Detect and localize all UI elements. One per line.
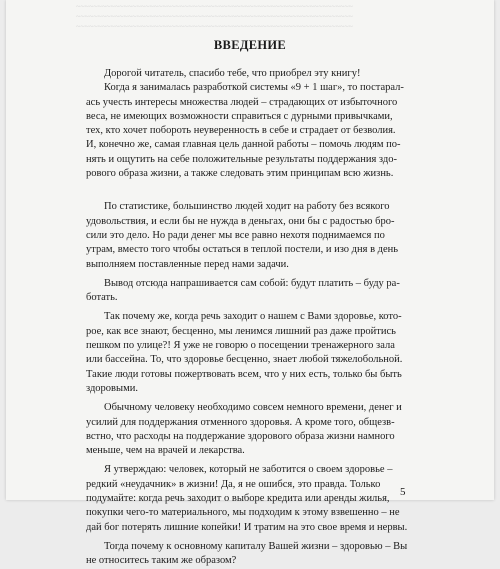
text-line: По статистике, большинство людей ходит на работу без всякого bbox=[104, 201, 390, 213]
text-line: веса, не имеющих возможности справиться с дурными привычками, bbox=[86, 110, 393, 122]
paragraph bbox=[86, 277, 438, 306]
paragraph bbox=[86, 463, 438, 534]
text-line: ась учесть интересы множества людей – страдающих от избыточного bbox=[86, 96, 398, 108]
text-line: Я утверждаю: человек, который не заботится о своем здоровье – bbox=[104, 464, 393, 476]
text-line: редкий «неудачник» в жизни! Да, я не ошибся, это правда. Только bbox=[86, 478, 381, 490]
page-number: 5 bbox=[400, 486, 406, 498]
paragraph bbox=[86, 401, 438, 458]
book-page bbox=[6, 0, 494, 567]
text-line: рового образа жизни, а также следовать этим принципам всю жизнь. bbox=[86, 168, 394, 180]
text-line: удовольствия, и если бы не нужда в деньгах, они бы с радостью бро- bbox=[86, 215, 395, 227]
text-line: тех, кто хочет побороть неуверенность в себе и страдает от безволия. bbox=[86, 125, 396, 137]
page-title: ВВЕДЕНИЕ bbox=[213, 38, 287, 52]
text-line: сили это дело. Но ради денег мы все равно нехотя поднимаемся по bbox=[86, 229, 385, 241]
text-line: Обычному человеку необходимо совсем немного времени, денег и bbox=[104, 402, 402, 414]
text-line: покупки чего-то материального, мы подходим к этому взвешенно – не bbox=[86, 507, 400, 519]
text-line: рое, как все знают, бесценно, мы ленимся лишний раз даже пройтись bbox=[86, 325, 396, 337]
text-line: пешком по улице?! Я уже не говорю о посещении тренажерного зала bbox=[86, 340, 395, 352]
text-line: Так почему же, когда речь заходит о нашем с Вами здоровье, кото- bbox=[104, 311, 402, 323]
text-line: И, конечно же, самая главная цель данной работы – помочь людям по- bbox=[86, 139, 401, 151]
paragraph bbox=[86, 81, 438, 181]
text-line: нять и ощутить на себе положительные результаты поддержания здо- bbox=[86, 153, 397, 165]
paragraph bbox=[86, 540, 438, 569]
text-line: подумайте: когда речь заходит о выборе кредита или аренды жилья, bbox=[86, 493, 390, 505]
text-line: дай бог потерять лишние копейки! И тратим на это свое время и нервы. bbox=[86, 521, 408, 533]
text-line: встно, что расходы на поддержание здорового образа жизни намного bbox=[86, 430, 395, 442]
body-text bbox=[86, 67, 438, 569]
text-line: меньше, чем на врачей и лекарства. bbox=[86, 445, 245, 457]
paragraph bbox=[86, 310, 438, 396]
text-line: не относитесь таким же образом? bbox=[86, 555, 237, 567]
text-line: Дорогой читатель, спасибо тебе, что приобрел эту книгу! bbox=[104, 68, 361, 79]
text-line: Тогда почему к основному капиталу Вашей жизни – здоровью – Вы bbox=[104, 540, 408, 552]
paragraph bbox=[86, 67, 438, 81]
text-line: Когда я занималась разработкой системы «9 + 1 шаг», то постарал- bbox=[104, 82, 404, 94]
text-line: здоровыми. bbox=[86, 382, 138, 394]
text-line: Вывод отсюда напрашивается сам собой: будут платить – буду ра- bbox=[104, 277, 400, 289]
paragraph bbox=[86, 200, 438, 271]
text-line: ботать. bbox=[86, 292, 118, 304]
bleed-through-text: ~~~~~~~~~~~~~~~~~~~~~~~~~~~~~~~~~~~~~~~~~~~~~~~~~~~~~~~~~~~~~~~~ ~~~~~~~~~~~~~~~~~~~~~~~~~~~~~~~~~~~~~~~~~~~~~~~~~~~~~~~~~~~~~~~~ ~~~~~~~~~~~~~~~~~~~~~~~~~~~~~~~~~~~~~~~~~~~~~~~~~~~~~~~~~~~~~~~~ bbox=[76, 2, 353, 31]
text-line: Такие люди готовы пожертвовать всем, что у них есть, только бы быть bbox=[86, 368, 402, 380]
text-line: или бассейна. То, что здоровье бесценно, знает любой тяжелобольной. bbox=[86, 354, 403, 366]
text-line: утрам, вместо того чтобы остаться в теплой постели, и изо дня в день bbox=[86, 244, 399, 256]
text-line: выполняем поставленные перед нами задачи. bbox=[86, 258, 289, 270]
text-line: усилий для поддержания отменного здоровья. А кроме того, общезв- bbox=[86, 416, 395, 428]
